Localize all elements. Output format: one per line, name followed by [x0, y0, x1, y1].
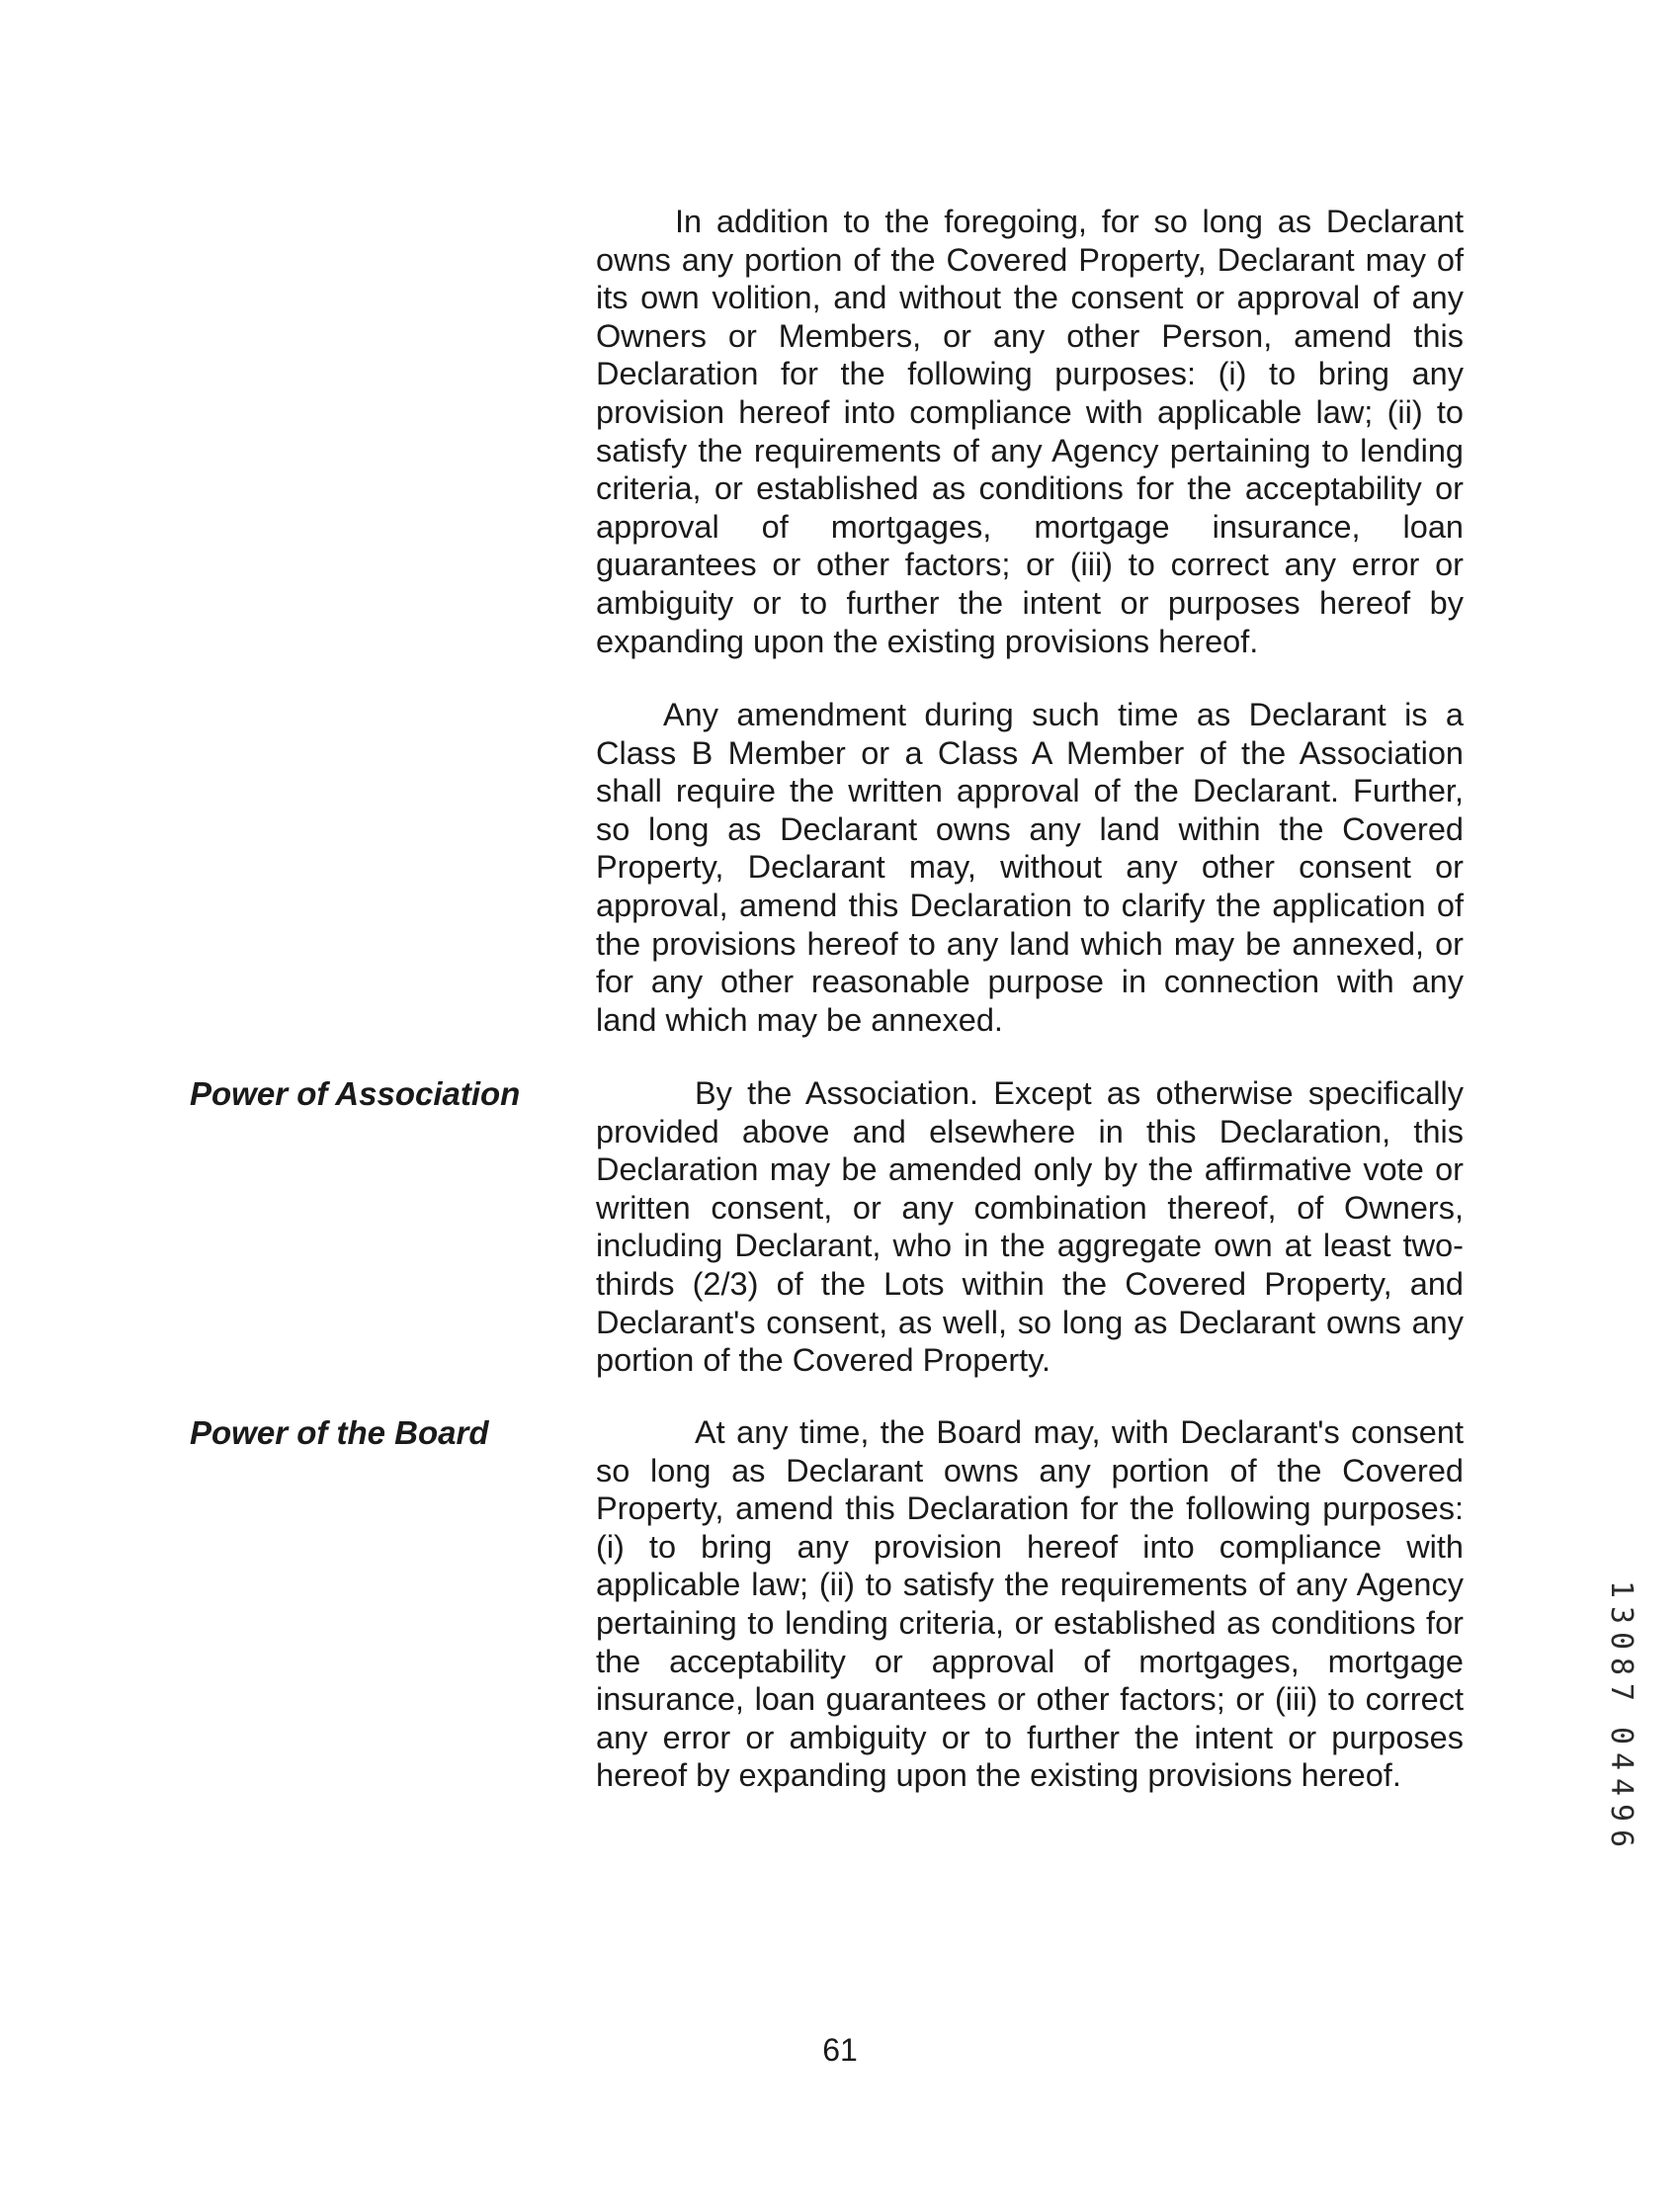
- stamp-digit: 4: [1604, 1777, 1638, 1797]
- page-number: 61: [822, 2032, 858, 2068]
- stamp-digit: 7: [1604, 1682, 1638, 1702]
- stamp-digit: 4: [1604, 1751, 1638, 1771]
- stamp-digit: 3: [1604, 1605, 1638, 1625]
- recording-stamp: [1604, 1576, 1638, 1851]
- stamp-digit: 0: [1604, 1726, 1638, 1745]
- paragraph-power-of-association: By the Association. Except as otherwise specifically provided above and elsewhere in this Declaration, this Declaration may be amended only by the affirmative vote or written consent, or any combination thereof, of Owners, including Declarant, who in the aggregate own at least two-thirds (2/3) of the Lots within the Covered Property, and Declarant's consent, as well, so long as Declarant owns any portion of the Covered Property.: [596, 1075, 1464, 1379]
- paragraph-power-of-the-board: At any time, the Board may, with Declarant's consent so long as Declarant owns any portion of the Covered Property, amend this Declaration for the following purposes: (i) to bring any provision hereof into compliance with applicable law; (ii) to satisfy the requirements of any Agency pertaining to lending criteria, or established as conditions for the acceptability or approval of mortgages, mortgage insurance, loan guarantees or other factors; or (iii) to correct any error or ambiguity or to further the intent or purposes hereof by expanding upon the existing provisions hereof.: [596, 1414, 1464, 1794]
- stamp-digit: 1: [1604, 1579, 1638, 1599]
- paragraph-class-member-amendment: Any amendment during such time as Declarant is a Class B Member or a Class A Member of the Association shall require the written approval of the Declarant. Further, so long as Declarant owns any land within the Covered Property, Declarant may, without any other consent or approval, amend this Declaration to clarify the application of the provisions hereof to any land which may be annexed, or for any other reasonable purpose in connection with any land which may be annexed.: [596, 697, 1464, 1038]
- stamp-digit: 6: [1604, 1829, 1638, 1848]
- heading-power-of-association: Power of Association: [190, 1075, 521, 1112]
- paragraph-declarant-amendment: In addition to the foregoing, for so long as Declarant owns any portion of the Covered Property, Declarant may of its own volition, and without the consent or approval of any Owners or Members, or any other Person, amend this Declaration for the following purposes: (i) to bring any provision hereof into compliance with applicable law; (ii) to satisfy the requirements of any Agency pertaining to lending criteria, or established as conditions for the acceptability or approval of mortgages, mortgage insurance, loan guarantees or other factors; or (iii) to correct any error or ambiguity or to further the intent or purposes hereof by expanding upon the existing provisions hereof.: [596, 204, 1464, 659]
- stamp-digit: 9: [1604, 1803, 1638, 1823]
- heading-power-of-the-board: Power of the Board: [190, 1414, 489, 1451]
- stamp-digit: 0: [1604, 1631, 1638, 1651]
- stamp-digit: 8: [1604, 1657, 1638, 1676]
